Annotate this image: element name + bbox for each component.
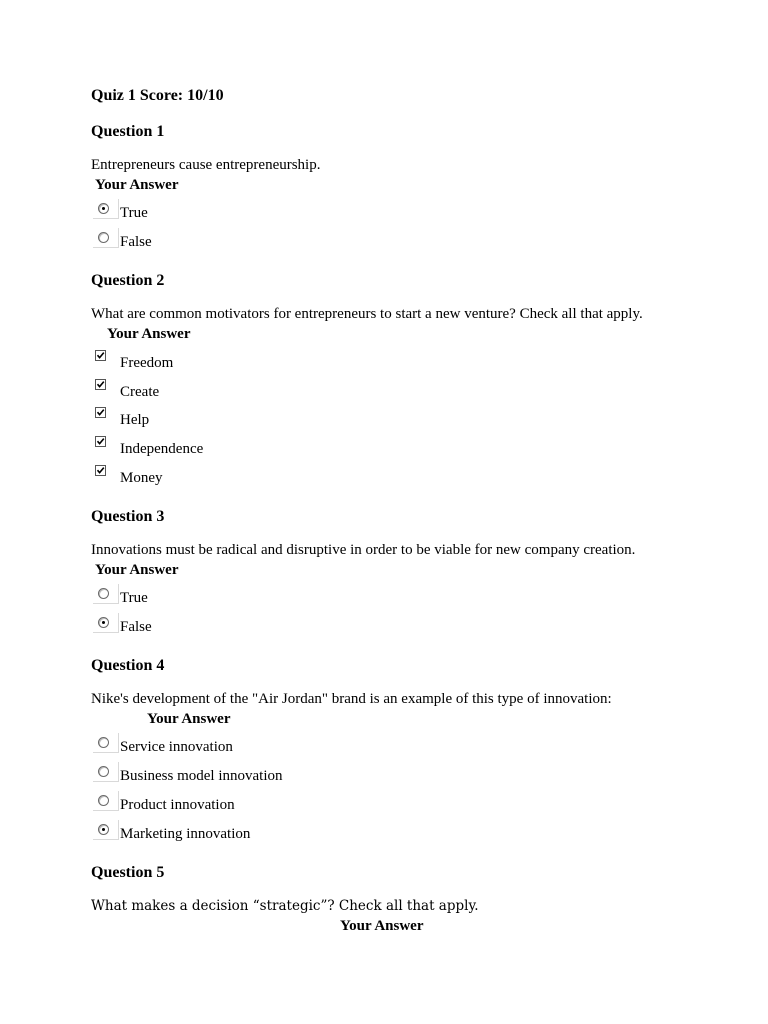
question-2-heading: Question 2 [91,272,165,289]
question-3-heading: Question 3 [91,508,165,525]
question-3-option-false-radio[interactable] [93,613,119,633]
question-5-heading: Question 5 [91,864,165,881]
question-4-option-business-model-innovation-label: Business model innovation [120,768,283,784]
question-2-option-money-checkbox[interactable] [90,462,116,482]
question-2-option-independence-checkbox[interactable] [90,433,116,453]
question-4-heading: Question 4 [91,657,165,674]
question-5-text: What makes a decision “strategic”? Check all that apply. [91,898,479,914]
question-3-your-answer-label: Your Answer [95,562,179,578]
question-4-option-marketing-innovation-label: Marketing innovation [120,826,251,842]
question-4-option-product-innovation-label: Product innovation [120,797,235,813]
question-2-option-help-label: Help [120,412,150,428]
question-3-option-true-radio[interactable] [93,584,119,604]
question-1-option-true-label: True [120,205,148,221]
question-3-option-true-label: True [120,590,148,606]
question-3-text: Innovations must be radical and disruptive in order to be viable for new company creation. [91,542,636,558]
question-4-your-answer-label: Your Answer [147,711,231,727]
question-2-option-freedom-checkbox[interactable] [90,347,116,367]
question-2-option-help-checkbox[interactable] [90,404,116,424]
question-2-your-answer-label: Your Answer [107,326,191,342]
question-4-text: Nike's development of the "Air Jordan" brand is an example of this type of innovation: [91,691,612,707]
question-4-option-business-model-innovation-radio[interactable] [93,762,119,782]
question-3-option-false-label: False [120,619,152,635]
question-2-option-money-label: Money [120,470,163,486]
question-1-option-false-label: False [120,234,152,250]
question-4-option-service-innovation-label: Service innovation [120,739,233,755]
question-4-option-marketing-innovation-radio[interactable] [93,820,119,840]
question-4-option-product-innovation-radio[interactable] [93,791,119,811]
question-1-option-true-radio[interactable] [93,199,119,219]
question-1-option-false-radio[interactable] [93,228,119,248]
question-2-option-independence-label: Independence [120,441,204,457]
question-2-option-create-label: Create [120,384,160,400]
question-2-text: What are common motivators for entrepreneurs to start a new venture? Check all that apply. [91,306,643,322]
question-1-heading: Question 1 [91,123,165,140]
question-1-text: Entrepreneurs cause entrepreneurship. [91,157,321,173]
question-2-option-freedom-label: Freedom [120,355,174,371]
question-4-option-service-innovation-radio[interactable] [93,733,119,753]
question-1-your-answer-label: Your Answer [95,177,179,193]
question-5-your-answer-label: Your Answer [340,918,424,934]
quiz-title: Quiz 1 Score: 10/10 [91,87,224,104]
question-2-option-create-checkbox[interactable] [90,376,116,396]
